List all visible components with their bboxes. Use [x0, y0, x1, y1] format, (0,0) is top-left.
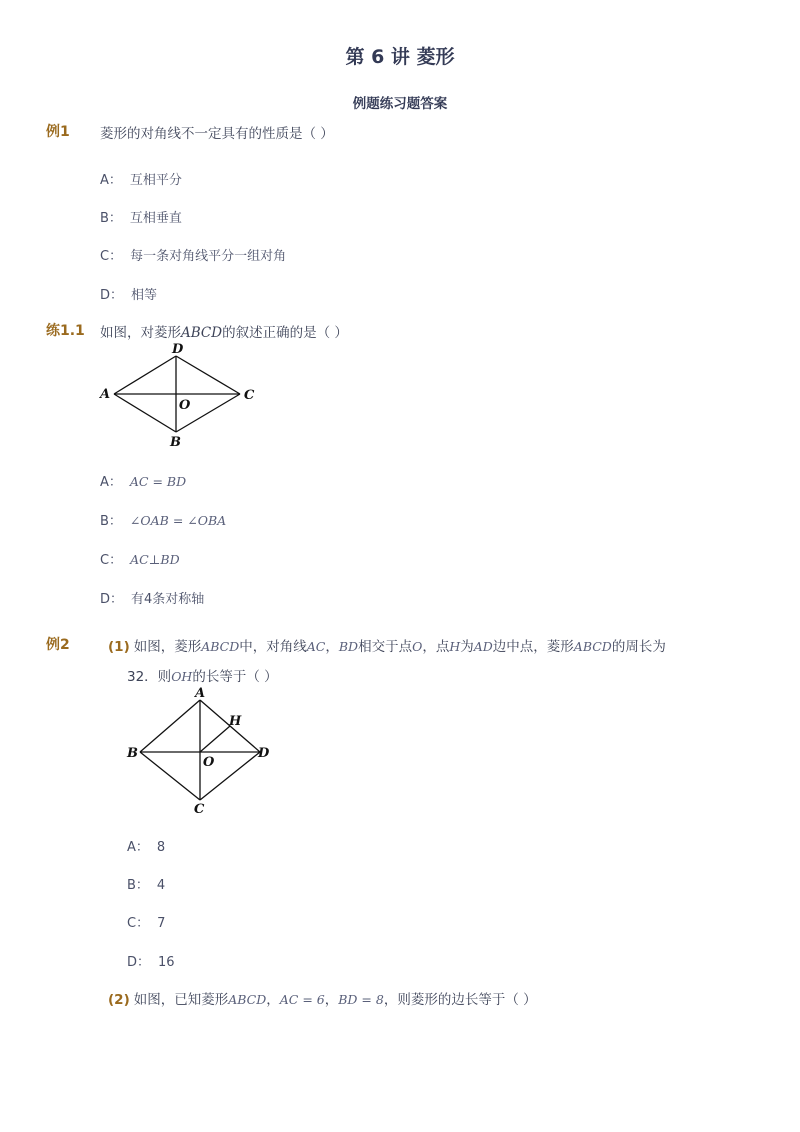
page-title: 第 6 讲 菱形 — [345, 46, 455, 68]
question-text: ， — [325, 639, 339, 655]
vertex-label-c: C — [244, 388, 255, 403]
option-label: C： — [127, 916, 150, 931]
ex11-option-a[interactable] — [100, 471, 186, 490]
option-label: B： — [100, 211, 122, 226]
option-text: AC⊥BD — [130, 552, 180, 567]
ex1-question: 菱形的对角线不一定具有的性质是（ ） — [100, 126, 334, 142]
question-text: 的长等于（ ） — [192, 669, 278, 685]
option-label: B： — [127, 878, 149, 893]
ex1-option-c[interactable] — [100, 245, 286, 264]
question-math: AC = 6 — [279, 992, 325, 1007]
ex11-option-d[interactable] — [100, 588, 204, 607]
side-ba — [114, 394, 176, 432]
ex11-tag: 练1.1 — [46, 323, 85, 339]
option-text: 16 — [158, 955, 175, 970]
question-text: 32．则 — [127, 669, 172, 685]
option-text: ∠OAB = ∠OBA — [129, 513, 227, 528]
question-text: 中，对角线 — [239, 639, 307, 655]
option-label: A： — [100, 173, 122, 188]
question-text: 边中点，菱形 — [492, 639, 574, 655]
ex11-option-c[interactable] — [100, 549, 180, 568]
option-label: C： — [100, 553, 123, 568]
vertex-label-c: C — [194, 802, 205, 817]
ex2-part1-option-b[interactable] — [127, 874, 165, 893]
ex2-part1-question — [108, 635, 666, 655]
vertex-label-a: A — [195, 686, 206, 701]
question-math: AD — [473, 639, 493, 654]
ex2-tag: 例2 — [46, 637, 70, 653]
option-text: 7 — [157, 916, 166, 931]
question-text: ， — [324, 992, 339, 1008]
question-math: O — [412, 639, 423, 654]
segment-oh — [200, 726, 230, 752]
question-text: 的叙述正确的是（ ） — [222, 325, 348, 341]
question-math: ABCD — [181, 325, 223, 341]
part-number: (1) — [108, 639, 130, 655]
option-label: D： — [100, 288, 124, 303]
option-text: 有4条对称轴 — [131, 592, 205, 607]
rhombus-figure-1 — [96, 340, 266, 452]
question-math: AC — [306, 639, 326, 654]
question-math: ABCD — [573, 639, 612, 654]
option-text: 互相垂直 — [129, 211, 182, 226]
question-text: 如图，已知菱形 — [133, 992, 229, 1008]
ex1-option-a[interactable] — [100, 169, 182, 188]
ex1-tag: 例1 — [46, 124, 70, 140]
vertex-label-d: D — [258, 746, 270, 761]
ex2-part1-option-c[interactable] — [127, 912, 165, 931]
ex1-option-b[interactable] — [100, 207, 182, 226]
question-math: BD = 8 — [338, 992, 384, 1007]
ex2-part1-question-line2 — [127, 665, 278, 685]
side-cb — [140, 752, 200, 800]
ex1-option-d[interactable] — [100, 284, 157, 303]
option-label: C： — [100, 249, 123, 264]
ex2-part1-option-d[interactable] — [127, 951, 175, 970]
question-text: 如图，菱形 — [133, 639, 202, 655]
question-text: ，则菱形的边长等于（ ） — [383, 992, 537, 1008]
center-label-o: O — [203, 755, 215, 770]
side-ba — [140, 700, 200, 752]
question-text: 如图，对菱形 — [100, 325, 181, 341]
option-text: 互相平分 — [129, 173, 182, 188]
option-label: A： — [100, 475, 122, 490]
question-text: 的周长为 — [611, 639, 666, 655]
ex11-question — [100, 321, 348, 341]
option-text: 4 — [156, 878, 166, 893]
page-subtitle: 例题练习题答案 — [352, 96, 448, 112]
question-math: ABCD — [228, 992, 267, 1007]
side-ad — [114, 356, 176, 394]
rhombus-figure-2 — [124, 684, 284, 818]
side-dc — [176, 356, 240, 394]
question-text: 为 — [460, 639, 474, 655]
option-label: B： — [100, 514, 122, 529]
option-label: D： — [100, 592, 124, 607]
question-math: ABCD — [201, 639, 240, 654]
midpoint-label-h: H — [229, 714, 242, 729]
option-text: AC = BD — [129, 474, 187, 489]
option-text: 每一条对角线平分一组对角 — [130, 249, 287, 264]
part-number: (2) — [108, 992, 130, 1008]
question-text: ， — [266, 992, 280, 1008]
vertex-label-b: B — [127, 746, 138, 761]
option-label: D： — [127, 955, 151, 970]
vertex-label-b: B — [170, 435, 181, 450]
option-text: 8 — [156, 840, 166, 855]
ex2-part2-question — [108, 988, 537, 1008]
option-text: 相等 — [131, 288, 158, 303]
question-text: ，点 — [422, 639, 450, 655]
ex11-option-b[interactable] — [100, 510, 226, 529]
vertex-label-d: D — [172, 342, 184, 357]
option-label: A： — [127, 840, 149, 855]
question-text: 相交于点 — [358, 639, 413, 655]
ex2-part1-option-a[interactable] — [127, 836, 165, 855]
question-math: H — [449, 639, 461, 654]
question-math: OH — [171, 669, 193, 684]
question-math: BD — [338, 639, 359, 654]
center-label-o: O — [179, 398, 191, 413]
vertex-label-a: A — [100, 387, 111, 402]
